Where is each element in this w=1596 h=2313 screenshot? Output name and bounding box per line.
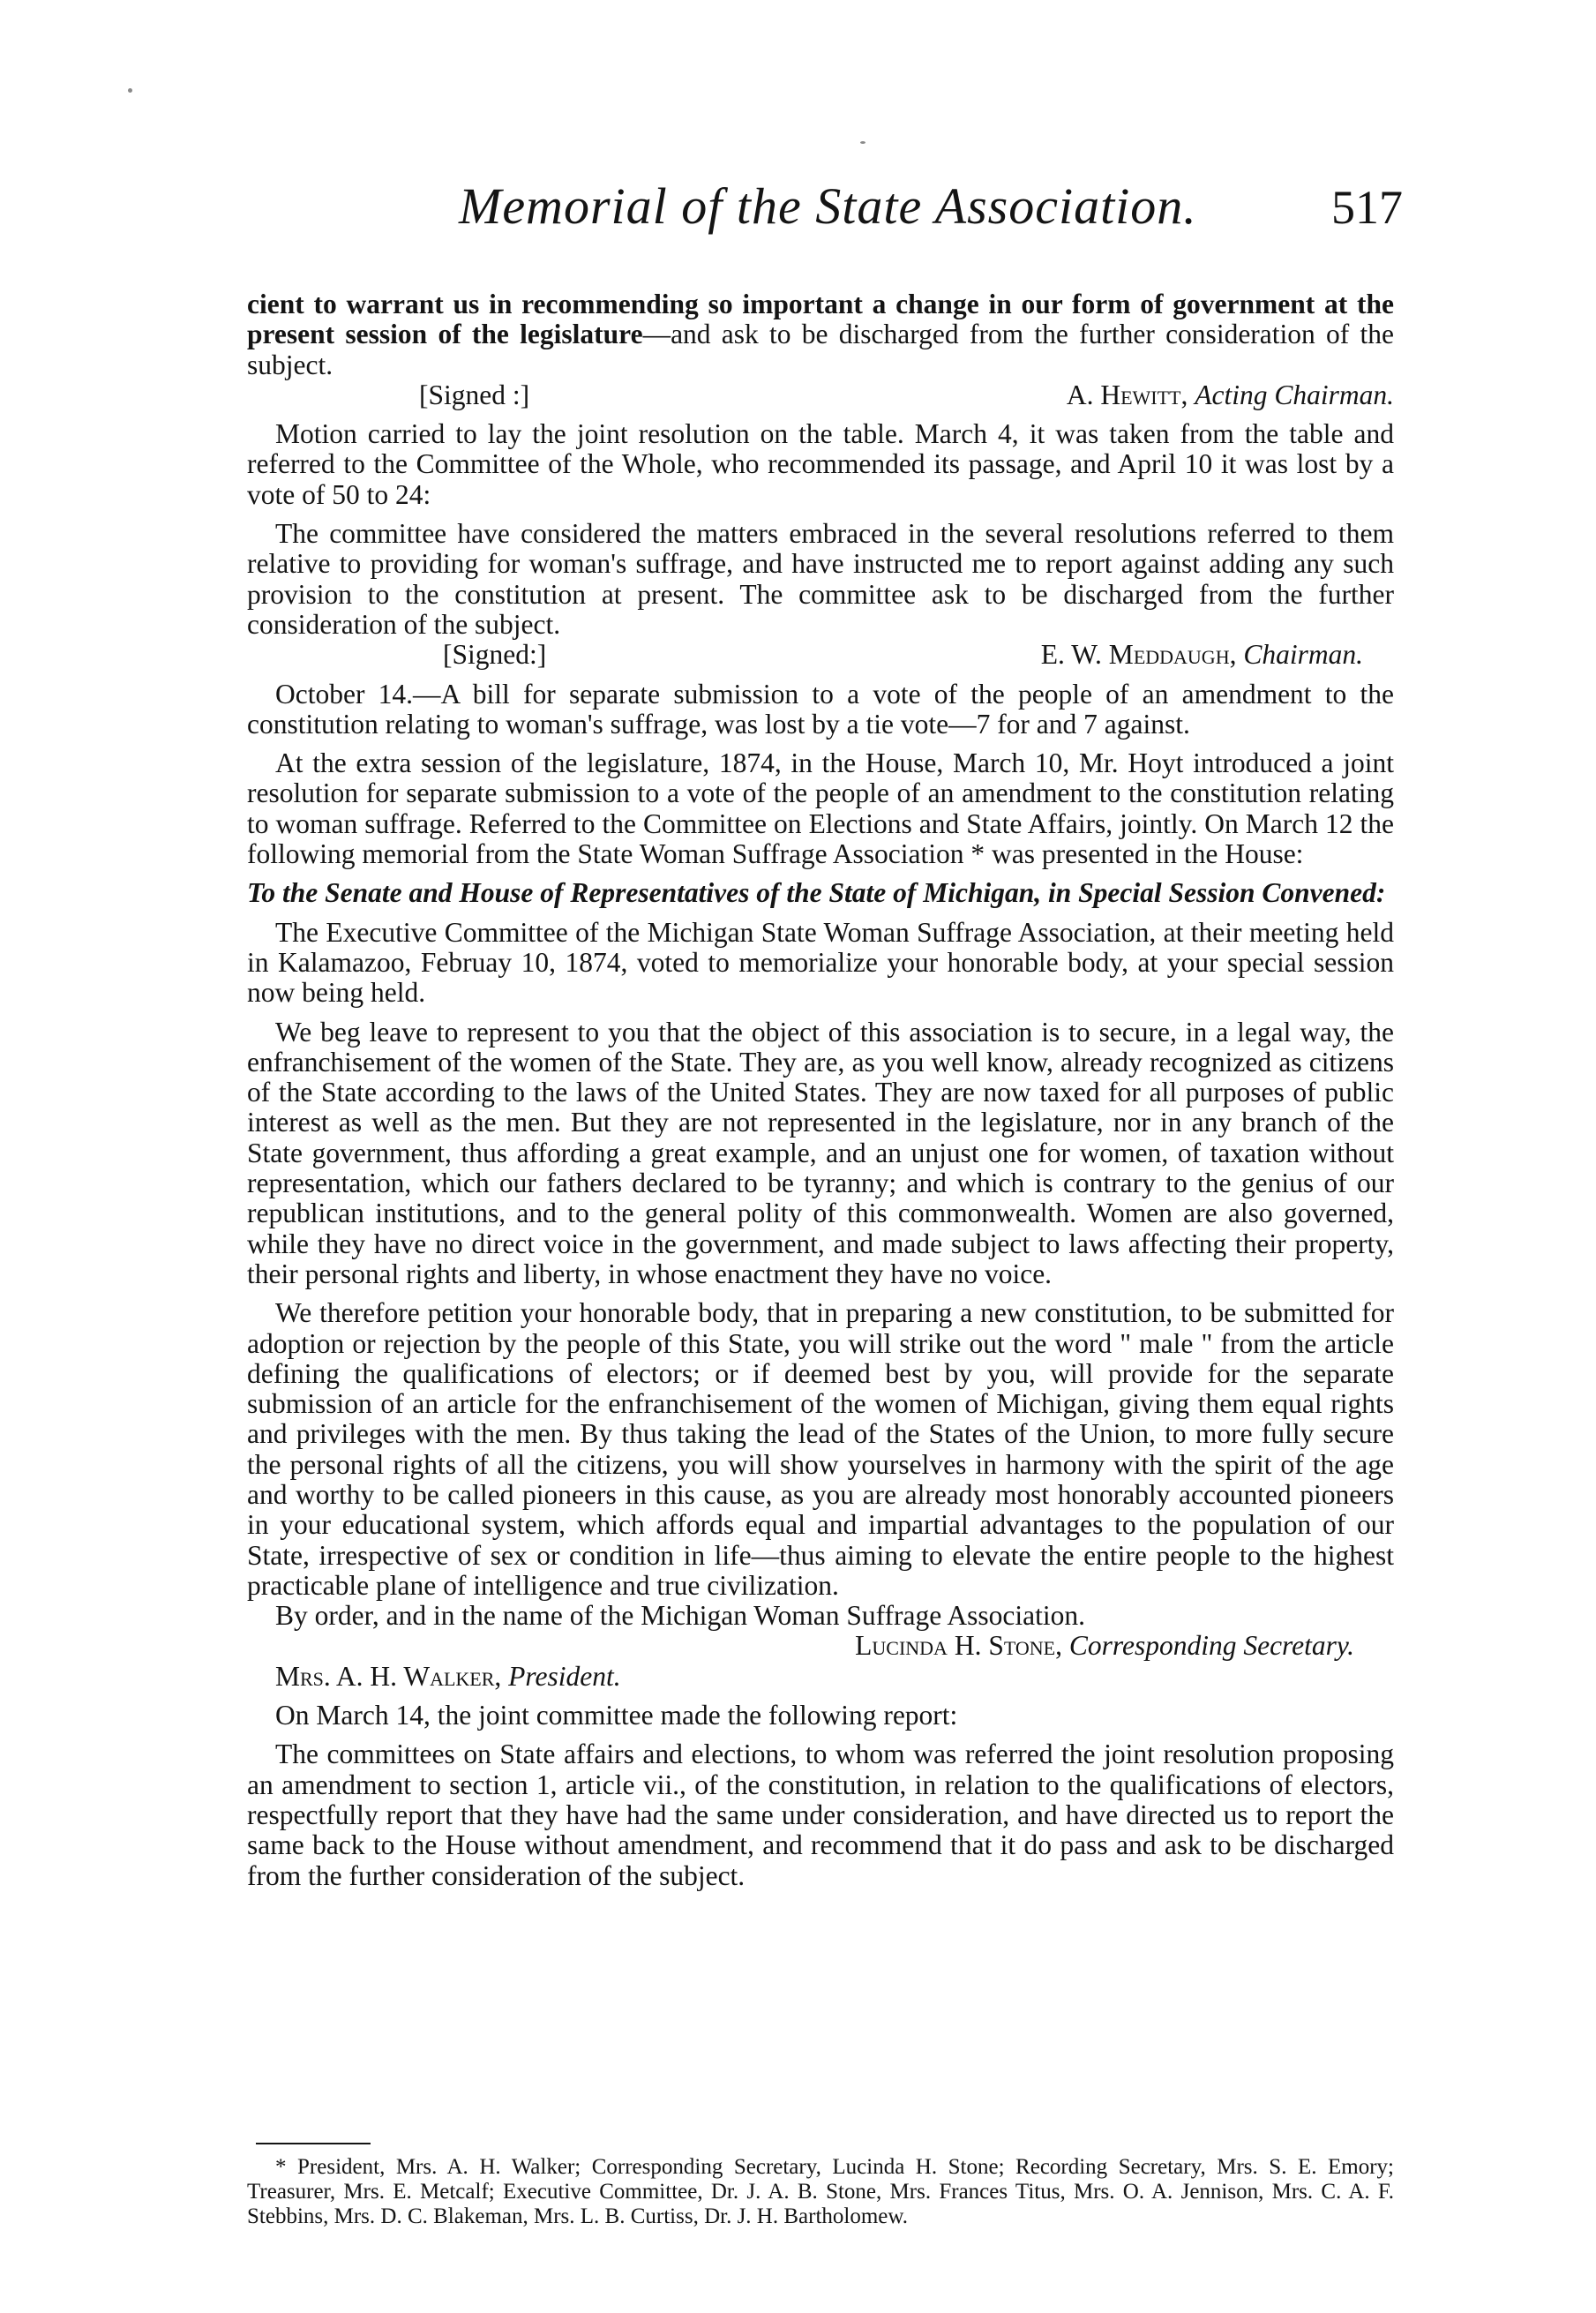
signer-name: Lucinda H. Stone, bbox=[855, 1630, 1062, 1662]
paragraph: We therefore petition your honorable body, that in preparing a new constitution, to be submitted for adoption or rejection by the people of this State, you will strike out the word " male " from the article defining the qualifications of electors; or if deemed best by you, will provide for the separate submission of an article for the enfranchisement of the women of Michigan, giving them equal rights and privileges with the men. By thus taking the lead of the States of the Union, to more fully secure the personal rights of all the citizens, you will show yourselves in harmony with the spirit of the age and worthy to be called pioneers in this cause, as you are already most honorably accounted pioneers in your educational system, which affords equal and impartial advantages to the population of our State, irrespective of sex or condition in life—thus aiming to elevate the entire people to the highest practicable plane of intelligence and true civilization. bbox=[247, 1297, 1394, 1601]
paragraph: At the extra session of the legislature, 1874, in the House, March 10, Mr. Hoyt introduced a joint resolution for separate submission to a vote of the people of an amendment to the constitution relating to woman suffrage. Referred to the Committee on Elections and State Affairs, jointly. On March 12 the following memorial from the State Woman Suffrage Association * was presented in the House: bbox=[247, 747, 1394, 870]
signer-title: Acting Chairman. bbox=[1195, 379, 1394, 410]
paragraph-text: —and ask to be discharged from the further consideration of the subject. bbox=[247, 319, 1394, 380]
signer-name: E. W. Meddaugh, bbox=[1040, 639, 1237, 671]
footnote bbox=[247, 2155, 1394, 2229]
paragraph-text: The committee have considered the matters embraced in the several resolutions referred to them relative to providing for woman's suffrage, and have instructed me to report against adding any such provision to the constitution at present. The committee ask to be discharged from the further consideration of the subject. bbox=[247, 518, 1394, 640]
signer-title: Chairman. bbox=[1243, 639, 1363, 671]
signature bbox=[1067, 380, 1394, 410]
scan-speck bbox=[128, 88, 132, 93]
signer-title: Corresponding Secretary. bbox=[1068, 1630, 1354, 1662]
signature bbox=[1013, 640, 1363, 670]
signed-label: [Signed :] bbox=[419, 379, 530, 410]
paragraph: We beg leave to represent to you that the object of this association is to secure, in a legal way, the enfranchisement of the women of the State. They are, as you well know, already recognized as citizens of the State according to the laws of the United States. They are now taxed for all purposes of public interest as well as the men. But they are not represented in the legislature, nor in any branch of the State government, thus affording a great example, and an unjust one for women, of taxation without representation, which our fathers declared to be tyranny; and which is contrary to the genius of our republican institutions, and to the general polity of this commonwealth. Women are also governed, while they have no direct voice in the government, and made subject to laws affecting their property, their personal rights and liberty, in whose enactment they have no voice. bbox=[247, 1016, 1394, 1289]
running-title: Memorial of the State Association. bbox=[459, 177, 1197, 235]
body-text bbox=[247, 289, 1394, 1891]
page-header bbox=[247, 168, 1403, 256]
footnote-text: * President, Mrs. A. H. Walker; Corresponding Secretary, Lucinda H. Stone; Recording Secretary, Mrs. S. E. Emory; Treasurer, Mrs. E. Metcalf; Executive Committee, Dr. J. A. B. Stone, Mrs. Frances Titus, Mrs. O. A. Jennison, Mrs. C. A. F. Stebbins, Mrs. D. C. Blakeman, Mrs. L. B. Curtiss, Dr. J. H. Bartholomew. bbox=[247, 2155, 1394, 2228]
paragraph: Motion carried to lay the joint resolution on the table. March 4, it was taken from the table and referred to the Committee of the Whole, who recommended its passage, and April 10 it was lost by a vote of 50 to 24: bbox=[247, 418, 1394, 510]
paragraph-lead: cient to warrant us in recommending so important a change in our form of government at the present session of the legislature bbox=[247, 289, 1394, 350]
footnote-rule bbox=[256, 2143, 371, 2144]
signer-name: A. Hewitt, bbox=[1066, 379, 1188, 410]
paragraph bbox=[247, 519, 1394, 670]
paragraph: On March 14, the joint committee made the following report: bbox=[275, 1700, 958, 1731]
paragraph: By order, and in the name of the Michigan Woman Suffrage Association. bbox=[275, 1600, 1085, 1632]
paragraph bbox=[247, 289, 1394, 410]
paragraph: October 14.—A bill for separate submission to a vote of the people of an amendment to the constitution relating to woman's suffrage, was lost by a tie vote—7 for and 7 against. bbox=[247, 678, 1394, 740]
signature-line bbox=[247, 640, 1394, 670]
paragraph: The committees on State affairs and elections, to whom was referred the joint resolution proposing an amendment to section 1, article vii., of the constitution, in relation to the qualifications of electors, respectfully report that they have had the same under consideration, and have directed us to report the same back to the House without amendment, and recommend that it do pass and ask to be discharged from the further consideration of the subject. bbox=[247, 1739, 1394, 1891]
signature bbox=[247, 1631, 1394, 1661]
memorial-address: To the Senate and House of Representatives of the State of Michigan, in Special Session Convened: bbox=[247, 877, 1386, 909]
scan-speck bbox=[860, 141, 865, 144]
signer-name: Mrs. A. H. Walker, bbox=[275, 1660, 502, 1692]
paragraph: The Executive Committee of the Michigan State Woman Suffrage Association, at their meeting held in Kalamazoo, Februay 10, 1874, voted to memorialize your honorable body, at your special session now being held. bbox=[247, 916, 1394, 1009]
signer-title: President. bbox=[508, 1660, 621, 1692]
signed-label: [Signed:] bbox=[443, 639, 547, 671]
page-number: 517 bbox=[1331, 181, 1403, 234]
signature-line bbox=[247, 380, 1394, 410]
signature bbox=[247, 1662, 1394, 1692]
